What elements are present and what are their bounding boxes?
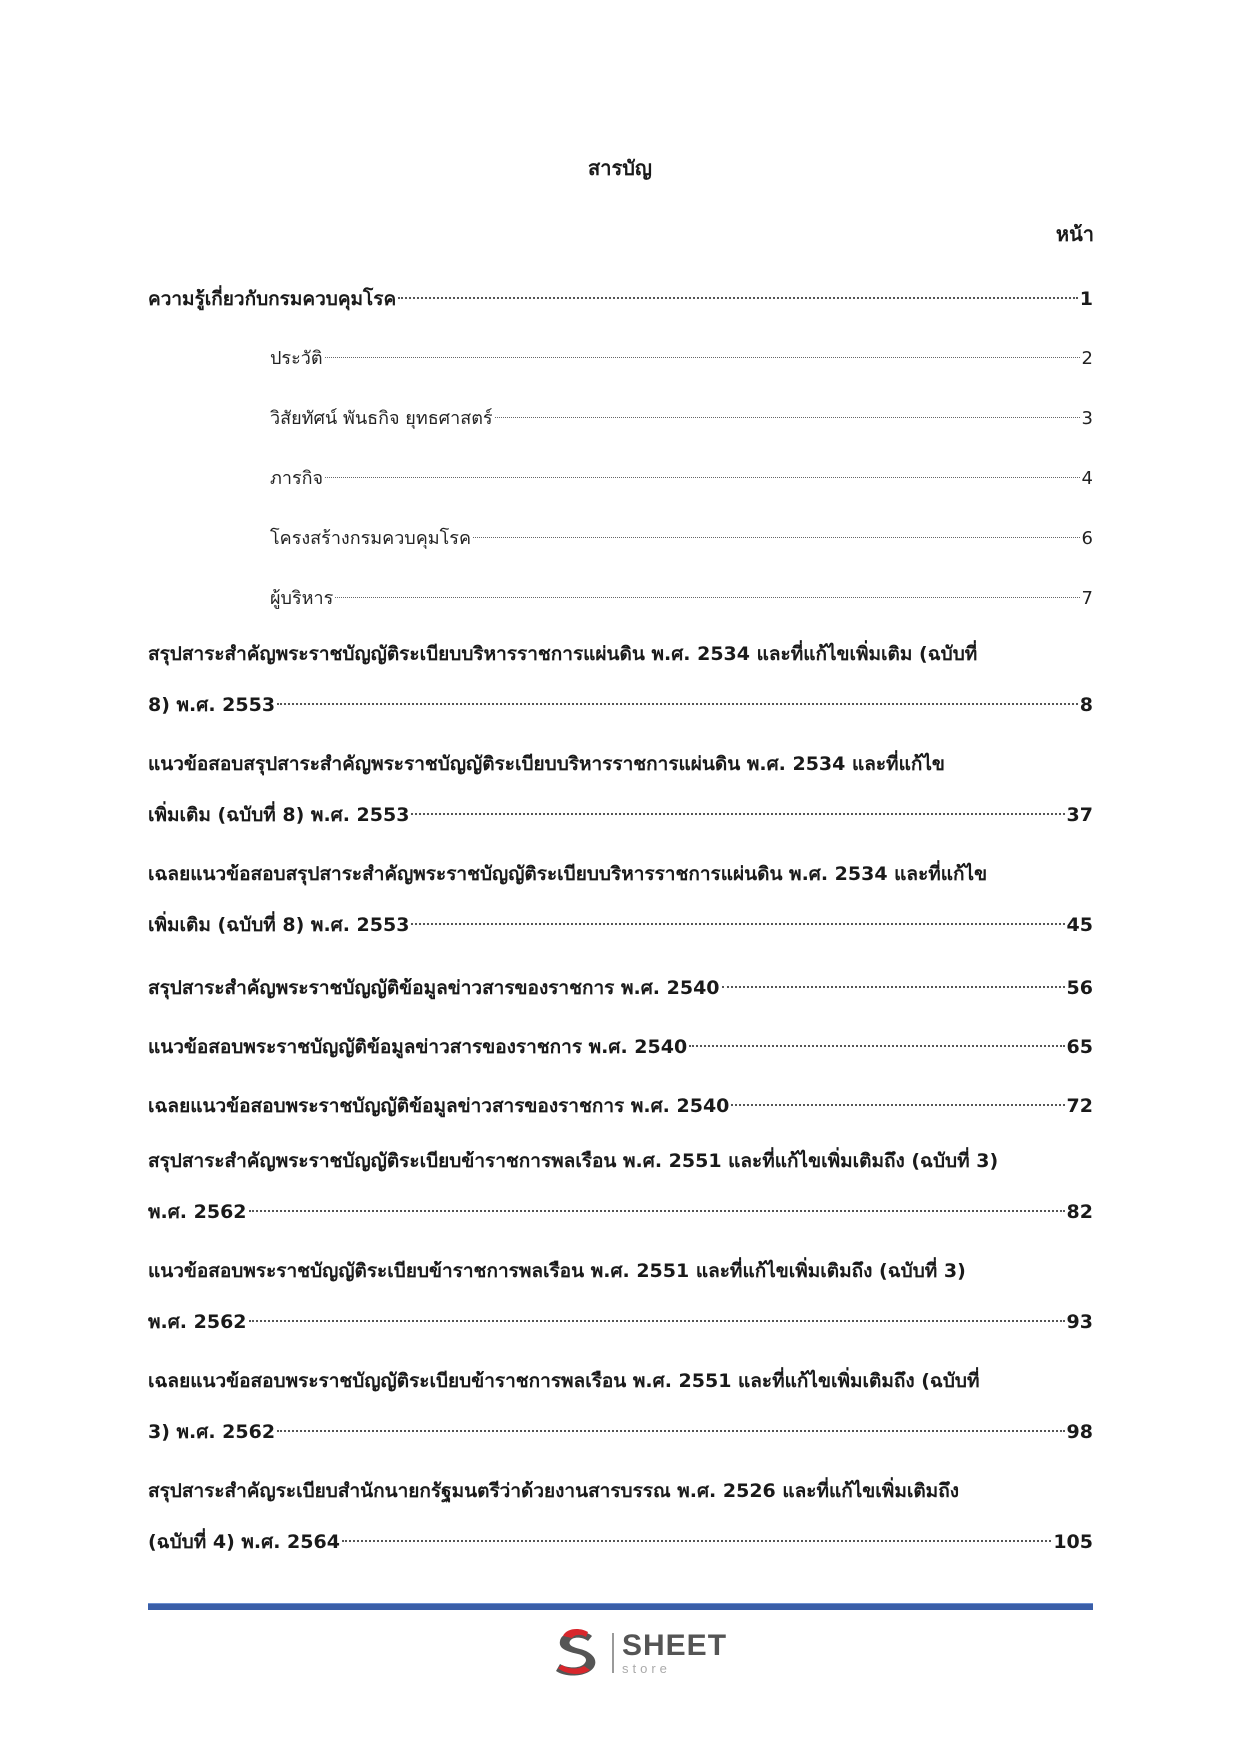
- dot-leader: [342, 1540, 1051, 1542]
- toc-entry-text: พ.ศ. 2562: [148, 1311, 247, 1333]
- toc-entry[interactable]: [148, 629, 1093, 735]
- toc-entry-line1: แนวข้อสอบพระราชบัญญัติระเบียบข้าราชการพลเรือน พ.ศ. 2551 และที่แก้ไขเพิ่มเติมถึง (ฉบับที่ 3): [148, 1260, 966, 1282]
- toc-entry[interactable]: [148, 1356, 1093, 1462]
- dot-leader: [335, 597, 1079, 598]
- dot-leader: [325, 477, 1079, 478]
- toc-entry-text: (ฉบับที่ 4) พ.ศ. 2564: [148, 1531, 340, 1553]
- dot-leader: [398, 297, 1078, 299]
- dot-leader: [495, 417, 1080, 418]
- toc-entry-page: 65: [1066, 1036, 1093, 1058]
- toc-entry-page: 4: [1081, 468, 1093, 489]
- toc-entry-page: 72: [1066, 1095, 1093, 1117]
- toc-entry-line1: แนวข้อสอบสรุปสาระสำคัญพระราชบัญญัติระเบียบบริหารราชการแผ่นดิน พ.ศ. 2534 และที่แก้ไข: [148, 753, 945, 775]
- logo-text: [622, 1631, 727, 1675]
- toc-subentry[interactable]: [148, 569, 1093, 629]
- table-of-contents: [148, 270, 1093, 1576]
- toc-entry-page: 37: [1066, 804, 1093, 826]
- toc-entry-page: 93: [1066, 1311, 1093, 1333]
- toc-entry-text: ความรู้เกี่ยวกับกรมควบคุมโรค: [148, 288, 397, 310]
- toc-entry-text: พ.ศ. 2562: [148, 1201, 247, 1223]
- toc-entry-text: สรุปสาระสำคัญพระราชบัญญัติข้อมูลข่าวสารของราชการ พ.ศ. 2540: [148, 977, 720, 999]
- dot-leader: [411, 923, 1064, 925]
- dot-leader: [277, 703, 1078, 705]
- toc-entry[interactable]: [148, 1466, 1093, 1572]
- page-title: สารบัญ: [588, 156, 652, 180]
- toc-entry[interactable]: [148, 270, 1093, 329]
- toc-entry-text: 8) พ.ศ. 2553: [148, 694, 276, 716]
- toc-entry-text: ผู้บริหาร: [270, 588, 334, 609]
- toc-entry-page: 2: [1081, 348, 1093, 369]
- dot-leader: [731, 1104, 1064, 1106]
- sheet-store-logo-icon: [548, 1626, 604, 1680]
- logo-divider: [612, 1633, 614, 1673]
- dot-leader: [473, 537, 1080, 538]
- footer-rule: [148, 1603, 1093, 1610]
- toc-entry-page: 6: [1081, 528, 1093, 549]
- toc-entry-page: 8: [1079, 694, 1093, 716]
- toc-entry[interactable]: [148, 1246, 1093, 1352]
- dot-leader: [722, 986, 1065, 988]
- toc-entry[interactable]: [148, 1136, 1093, 1242]
- toc-subentry[interactable]: [148, 449, 1093, 509]
- toc-entry-page: 82: [1066, 1201, 1093, 1223]
- toc-entry-text: เพิ่มเติม (ฉบับที่ 8) พ.ศ. 2553: [148, 914, 410, 936]
- page-column-label: หน้า: [1055, 222, 1094, 246]
- toc-entry-page: 7: [1081, 588, 1093, 609]
- toc-entry[interactable]: [148, 959, 1093, 1018]
- toc-entry[interactable]: [148, 1077, 1093, 1136]
- toc-entry-text: เฉลยแนวข้อสอบพระราชบัญญัติข้อมูลข่าวสารของราชการ พ.ศ. 2540: [148, 1095, 730, 1117]
- toc-entry-line1: สรุปสาระสำคัญพระราชบัญญัติระเบียบข้าราชการพลเรือน พ.ศ. 2551 และที่แก้ไขเพิ่มเติมถึง (ฉบับที่ 3): [148, 1150, 999, 1172]
- toc-subentry[interactable]: [148, 329, 1093, 389]
- toc-entry-page: 98: [1066, 1421, 1093, 1443]
- toc-subentry[interactable]: [148, 389, 1093, 449]
- toc-entry[interactable]: [148, 1018, 1093, 1077]
- dot-leader: [277, 1430, 1065, 1432]
- dot-leader: [411, 813, 1064, 815]
- dot-leader: [325, 357, 1080, 358]
- toc-entry-text: วิสัยทัศน์ พันธกิจ ยุทธศาสตร์: [270, 408, 493, 429]
- toc-entry-page: 45: [1066, 914, 1093, 936]
- logo-word: SHEET: [622, 1629, 728, 1662]
- toc-entry-line1: สรุปสาระสำคัญพระราชบัญญัติระเบียบบริหารราชการแผ่นดิน พ.ศ. 2534 และที่แก้ไขเพิ่มเติม (ฉบับที่: [148, 643, 978, 665]
- toc-subentry[interactable]: [148, 509, 1093, 569]
- dot-leader: [249, 1210, 1065, 1212]
- dot-leader: [249, 1320, 1065, 1322]
- toc-entry-page: 105: [1053, 1531, 1093, 1553]
- toc-entry-text: ประวัติ: [270, 348, 323, 369]
- toc-entry-text: โครงสร้างกรมควบคุมโรค: [270, 528, 472, 549]
- toc-entry[interactable]: [148, 739, 1093, 845]
- toc-entry-text: เพิ่มเติม (ฉบับที่ 8) พ.ศ. 2553: [148, 804, 410, 826]
- toc-entry-text: แนวข้อสอบพระราชบัญญัติข้อมูลข่าวสารของราชการ พ.ศ. 2540: [148, 1036, 688, 1058]
- toc-entry-page: 1: [1079, 288, 1093, 310]
- dot-leader: [689, 1045, 1064, 1047]
- sheet-store-logo: [548, 1626, 727, 1680]
- toc-entry-page: 3: [1081, 408, 1093, 429]
- toc-entry[interactable]: [148, 849, 1093, 955]
- logo-subword: store: [622, 1661, 671, 1676]
- toc-entry-line1: สรุปสาระสำคัญระเบียบสำนักนายกรัฐมนตรีว่าด้วยงานสารบรรณ พ.ศ. 2526 และที่แก้ไขเพิ่มเติมถึง: [148, 1480, 959, 1502]
- toc-entry-line1: เฉลยแนวข้อสอบสรุปสาระสำคัญพระราชบัญญัติระเบียบบริหารราชการแผ่นดิน พ.ศ. 2534 และที่แก้ไข: [148, 863, 988, 885]
- toc-entry-page: 56: [1066, 977, 1093, 999]
- toc-entry-text: ภารกิจ: [270, 468, 324, 489]
- toc-entry-line1: เฉลยแนวข้อสอบพระราชบัญญัติระเบียบข้าราชการพลเรือน พ.ศ. 2551 และที่แก้ไขเพิ่มเติมถึง (ฉบับที่: [148, 1370, 980, 1392]
- toc-entry-text: 3) พ.ศ. 2562: [148, 1421, 276, 1443]
